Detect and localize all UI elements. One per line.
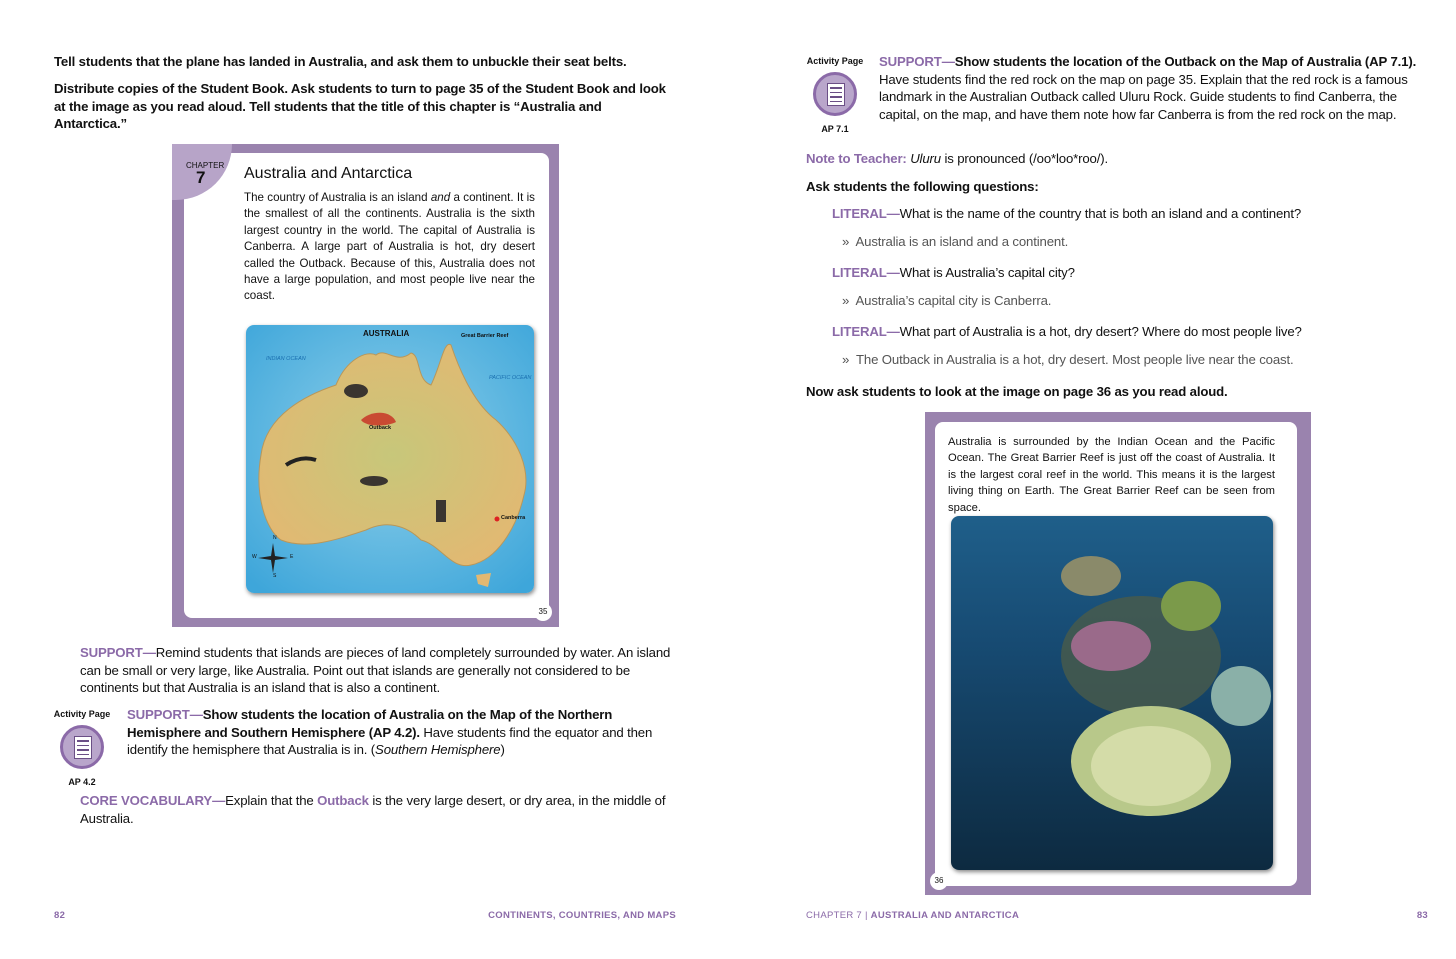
coral-reef-photo — [951, 516, 1273, 870]
map-label-pacific-ocean: PACIFIC OCEAN — [489, 375, 532, 381]
map-label-outback: Outback — [369, 425, 392, 431]
australia-map — [246, 325, 534, 593]
questions-list — [806, 197, 1426, 369]
activity-page-label: Activity Page — [806, 56, 864, 66]
chapter-number: 7 — [196, 168, 206, 187]
distribute-paragraph: Distribute copies of the Student Book. Ask students to turn to page 35 of the Student Book and look at the image as you read aloud. Tell students that the title of this chapter is “Australia and Antarctica.” — [54, 81, 666, 132]
ask-heading: Ask students the following questions: — [806, 179, 1039, 194]
map-label-reef: Great Barrier Reef — [461, 333, 509, 339]
activity-page-label: Activity Page — [53, 709, 111, 719]
activity-page-code: AP 4.2 — [68, 777, 96, 787]
intro-paragraph: Tell students that the plane has landed in Australia, and ask them to unbuckle their seat belts. — [54, 54, 627, 69]
support-outback: SUPPORT—Show students the location of the Outback on the Map of Australia (AP 7.1). Have students find the red rock on the map on page 35. Explain that the red rock is a famous landmark in the Australian Outback called Uluru Rock. Guide students to find Canberra, the capital, on the map, and have them note how far Canberra is from the red rock on the map. — [879, 54, 1417, 122]
activity-page-ap-4-2[interactable] — [52, 709, 112, 787]
map-label-canberra: Canberra — [501, 515, 526, 521]
activity-page-code: AP 7.1 — [821, 124, 849, 134]
support-hemisphere: SUPPORT—Show students the location of Australia on the Map of the Northern Hemisphere and Southern Hemisphere (AP 4.2). Have students find the equator and then identify the hemisphere that Australia is in. (Southern Hemisphere) — [127, 707, 653, 758]
chapter-label: CHAPTER — [186, 161, 225, 170]
chapter-text: The country of Australia is an island and a continent. It is the smallest of all the continents. Australia is the sixth largest country in the world. The capital of Australia is Canberra. A large part of Australia is hot, dry desert called the Outback. Because of this, Australia does not have a large population, and most people live near the coast. — [244, 191, 535, 303]
map-title: AUSTRALIA — [363, 329, 410, 338]
activity-page-icon — [813, 72, 857, 116]
note-to-teacher: Note to Teacher: Uluru is pronounced (/oo*loo*roo/). — [806, 151, 1108, 166]
compass-rose-icon: N S W E — [252, 535, 294, 579]
reef-text: Australia is surrounded by the Indian Ocean and the Pacific Ocean. The Great Barrier Reef is just off the coast of Australia. It is the largest coral reef in the world. This means it is the largest living thing on Earth. The Great Barrier Reef can be seen from space. — [948, 436, 1275, 514]
question-item: LITERAL—What part of Australia is a hot, dry desert? Where do most people live? » The Outback in Australia is a hot, dry desert. Most people live near the coast. — [832, 324, 1302, 367]
map-label-indian-ocean: INDIAN OCEAN — [266, 356, 306, 362]
core-vocabulary: CORE VOCABULARY—Explain that the Outback is the very large desert, or dry area, in the middle of Australia. — [80, 793, 666, 826]
activity-page-icon — [60, 725, 104, 769]
page-number-36: 36 — [930, 872, 948, 890]
activity-page-ap-7-1[interactable] — [805, 56, 865, 134]
footer-chapter: CHAPTER 7 | AUSTRALIA AND ANTARCTICA — [806, 910, 1020, 921]
question-item: LITERAL—What is Australia’s capital city? » Australia’s capital city is Canberra. — [832, 265, 1075, 308]
page-number-82: 82 — [54, 910, 66, 921]
student-book-page-35 — [172, 144, 559, 627]
page-number-83: 83 — [1416, 910, 1428, 921]
footer-book-title: CONTINENTS, COUNTRIES, AND MAPS — [488, 910, 676, 921]
chapter-title: Australia and Antarctica — [244, 165, 413, 182]
support-islands: SUPPORT—Remind students that islands are pieces of land completely surrounded by water. An island can be small or very large, like Australia. Point out that islands are generally not considered to be continents but that Australia is an island that is also a continent. — [80, 645, 671, 696]
student-book-page-36 — [925, 412, 1311, 895]
page-number-35: 35 — [534, 603, 552, 621]
now-ask-paragraph: Now ask students to look at the image on page 36 as you read aloud. — [806, 384, 1228, 399]
question-item: LITERAL—What is the name of the country that is both an island and a continent? » Australia is an island and a continent. — [832, 206, 1302, 249]
